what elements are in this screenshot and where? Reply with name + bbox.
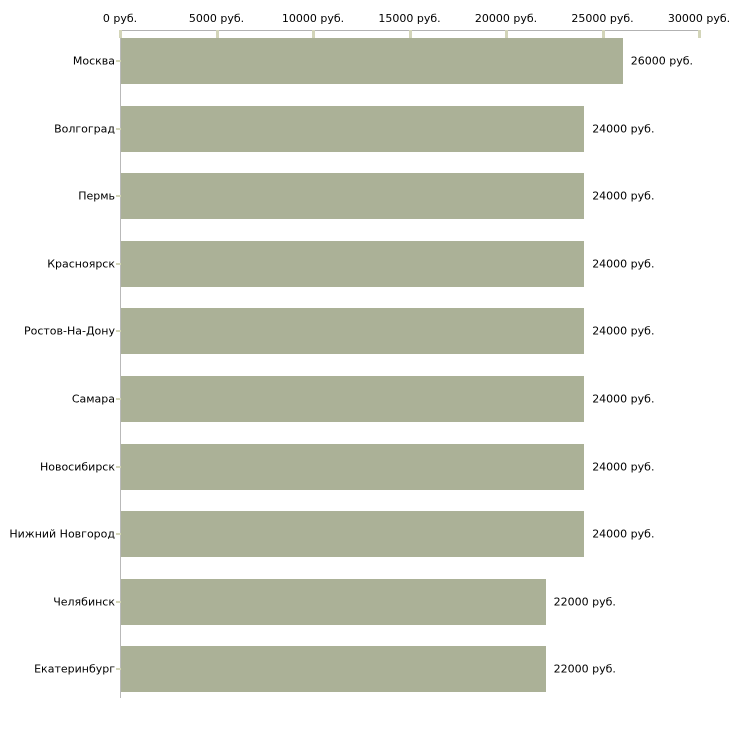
bar-4 [121, 241, 584, 287]
x-axis-tick [409, 30, 412, 38]
value-label: 22000 руб. [553, 595, 616, 609]
category-label: Ростов-На-Дону [23, 324, 115, 338]
category-label: Самара [71, 392, 115, 406]
value-label: 26000 руб. [630, 54, 694, 68]
bar-6 [121, 376, 584, 422]
bar-9 [121, 579, 546, 625]
x-axis-tick [216, 30, 219, 38]
x-axis-tick [505, 30, 508, 38]
category-tick [116, 195, 121, 197]
value-label: 22000 руб. [553, 662, 616, 676]
x-axis-tick-label: 25000 руб. [571, 12, 634, 25]
bar-3 [121, 173, 584, 219]
x-axis-tick-label: 5000 руб. [188, 12, 245, 25]
bar-10 [121, 646, 546, 692]
bar-2 [121, 106, 584, 152]
value-label: 24000 руб. [592, 122, 655, 136]
value-label: 24000 руб. [592, 460, 655, 474]
bar-1 [121, 38, 623, 84]
category-label: Москва [72, 54, 115, 68]
x-axis-tick [312, 30, 315, 38]
category-tick [116, 128, 121, 130]
category-tick [116, 466, 121, 468]
value-label: 24000 руб. [592, 527, 655, 541]
category-tick [116, 60, 121, 62]
category-label: Новосибирск [39, 460, 115, 474]
category-label: Челябинск [53, 595, 115, 609]
category-tick [116, 398, 121, 400]
category-tick [116, 601, 121, 603]
value-label: 24000 руб. [592, 324, 655, 338]
x-axis-tick-label: 20000 руб. [474, 12, 538, 25]
x-axis-tick-label: 15000 руб. [378, 12, 441, 25]
x-axis-tick [602, 30, 605, 38]
category-label: Екатеринбург [34, 662, 115, 676]
x-axis-tick-label: 0 руб. [102, 12, 138, 25]
value-label: 24000 руб. [592, 392, 655, 406]
x-axis-tick-label: 10000 руб. [281, 12, 345, 25]
category-label: Нижний Новгород [9, 527, 115, 541]
category-tick [116, 263, 121, 265]
category-tick [116, 668, 121, 670]
category-label: Пермь [78, 189, 115, 203]
x-axis-tick [119, 30, 122, 38]
category-tick [116, 533, 121, 535]
bar-8 [121, 511, 584, 557]
value-label: 24000 руб. [592, 257, 655, 271]
x-axis-tick [698, 30, 701, 38]
category-tick [116, 330, 121, 332]
value-label: 24000 руб. [592, 189, 655, 203]
bar-7 [121, 444, 584, 490]
x-axis-tick-label: 30000 руб. [667, 12, 730, 25]
bar-5 [121, 308, 584, 354]
category-label: Красноярск [47, 257, 115, 271]
category-label: Волгоград [54, 122, 115, 136]
